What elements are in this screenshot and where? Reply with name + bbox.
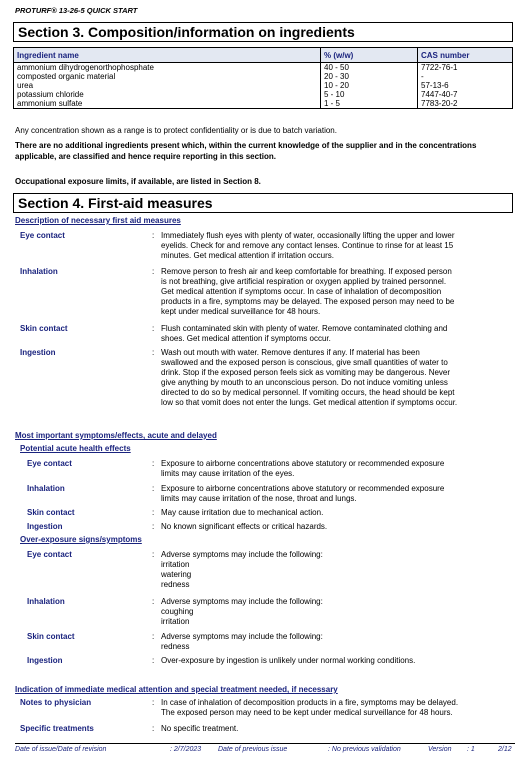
overexposure-text: [161, 550, 517, 590]
cell: 10 - 20: [321, 81, 418, 90]
acute-text: [161, 522, 517, 532]
acute-label: Ingestion: [27, 522, 63, 531]
cell: 5 - 10: [321, 90, 418, 99]
text-line: In case of inhalation of decomposition products in a fire, symptoms may be delayed.: [161, 698, 459, 707]
indication-label: Notes to physician: [20, 698, 92, 707]
first-aid-label: Inhalation: [20, 267, 58, 276]
first-aid-text: [161, 267, 517, 317]
table-row: [14, 72, 513, 81]
table-row: [14, 81, 513, 90]
text-line: low so that vomit does not enter the lungs. Get medical attention if symptoms occur.: [161, 398, 458, 407]
indication-text: [161, 724, 517, 734]
text-line: swallowed and the exposed person is conscious, give small quantities of water to: [161, 358, 448, 367]
text-line: Remove person to fresh air and keep comfortable for breathing. If exposed person: [161, 267, 452, 276]
cell: 1 - 5: [321, 99, 418, 109]
symptoms-heading: Most important symptoms/effects, acute and delayed: [15, 431, 217, 440]
colon-separator: :: [152, 348, 155, 357]
confidentiality-note: Any concentration shown as a range is to protect confidentiality or is due to batch variation.: [15, 126, 337, 135]
acute-text: [161, 484, 517, 504]
colon-separator: :: [152, 484, 155, 493]
acute-text: [161, 508, 517, 518]
version-label: Version: [428, 746, 452, 753]
ingredients-table: [13, 47, 513, 109]
first-aid-heading: Description of necessary first aid measures: [15, 216, 181, 225]
text-line: minutes. Get medical attention if irritation occurs.: [161, 251, 334, 260]
acute-text: [161, 459, 517, 479]
text-line: The exposed person may need to be kept under medical surveillance for 48 hours.: [161, 708, 453, 717]
table-row: [14, 63, 513, 73]
acute-effects-heading: Potential acute health effects: [20, 444, 131, 453]
text-line: watering: [161, 570, 192, 579]
acute-label: Eye contact: [27, 459, 72, 468]
indication-label: Specific treatments: [20, 724, 94, 733]
col-cas: CAS number: [418, 48, 513, 63]
section3-title: Section 3. Composition/information on ingredients: [13, 22, 513, 42]
cell: 40 - 50: [321, 63, 418, 73]
cell: -: [418, 72, 513, 81]
text-line: is not breathing, give artificial respiration or oxygen applied by trained personnel.: [161, 277, 447, 286]
text-line: directed to do so by medical personnel. If vomiting occurs, the head should be kept: [161, 388, 455, 397]
text-line: Get medical attention if symptoms occur. In case of inhalation of decomposition: [161, 287, 442, 296]
previous-issue-label: Date of previous issue: [218, 746, 288, 753]
cell: 7722-76-1: [418, 63, 513, 73]
first-aid-text: [161, 324, 517, 344]
first-aid-label: Ingestion: [20, 348, 56, 357]
first-aid-text: [161, 231, 517, 261]
exposure-limits-note: Occupational exposure limits, if available, are listed in Section 8.: [15, 177, 261, 186]
colon-separator: :: [152, 522, 155, 531]
colon-separator: :: [152, 550, 155, 559]
overexposure-label: Eye contact: [27, 550, 72, 559]
previous-issue-value: : No previous validation: [328, 746, 401, 753]
text-line: Adverse symptoms may include the following:: [161, 597, 323, 606]
colon-separator: :: [152, 459, 155, 468]
cell: 57-13-6: [418, 81, 513, 90]
text-line: Wash out mouth with water. Remove dentures if any. If material has been: [161, 348, 420, 357]
first-aid-label: Eye contact: [20, 231, 65, 240]
overexposure-text: [161, 656, 517, 666]
colon-separator: :: [152, 231, 155, 240]
text-line: No known significant effects or critical hazards.: [161, 522, 328, 531]
text-line: redness: [161, 580, 190, 589]
text-line: Adverse symptoms may include the following:: [161, 550, 323, 559]
colon-separator: :: [152, 656, 155, 665]
text-line: irritation: [161, 560, 190, 569]
text-line: drink. Stop if the exposed person feels sick as vomiting may be dangerous. Never: [161, 368, 451, 377]
indication-heading: Indication of immediate medical attention and special treatment needed, if necessary: [15, 685, 338, 694]
text-line: products in a fire, symptoms may be delayed. The exposed person may need to be: [161, 297, 455, 306]
text-line: eyelids. Check for and remove any contact lenses. Continue to rinse for at least 15: [161, 241, 454, 250]
overexposure-label: Ingestion: [27, 656, 63, 665]
additional-ingredients-note: There are no additional ingredients present which, within the current knowledge of the supplier and in the concentrations applicable, are classified and hence require reporting in this section.: [15, 141, 477, 161]
text-line: kept under medical surveillance for 48 hours.: [161, 307, 321, 316]
text-line: redness: [161, 642, 190, 651]
issue-date-label: Date of issue/Date of revision: [15, 746, 107, 753]
text-line: May cause irritation due to mechanical action.: [161, 508, 324, 517]
colon-separator: :: [152, 267, 155, 276]
text-line: limits may cause irritation of the eyes.: [161, 469, 295, 478]
cell: 20 - 30: [321, 72, 418, 81]
colon-separator: :: [152, 698, 155, 707]
cell: ammonium sulfate: [14, 99, 321, 109]
first-aid-text: [161, 348, 517, 408]
overexposure-heading: Over-exposure signs/symptoms: [20, 535, 142, 544]
table-row: [14, 99, 513, 109]
text-line: Exposure to airborne concentrations above statutory or recommended exposure: [161, 484, 445, 493]
text-line: coughing: [161, 607, 194, 616]
overexposure-text: [161, 597, 517, 627]
overexposure-label: Skin contact: [27, 632, 75, 641]
overexposure-label: Inhalation: [27, 597, 65, 606]
col-percent: % (w/w): [321, 48, 418, 63]
text-line: Immediately flush eyes with plenty of water, occasionally lifting the upper and lower: [161, 231, 455, 240]
cell: urea: [14, 81, 321, 90]
table-row: [14, 90, 513, 99]
cell: potassium chloride: [14, 90, 321, 99]
section4-title: Section 4. First-aid measures: [13, 193, 513, 213]
version-value: : 1: [467, 746, 475, 753]
col-ingredient-name: Ingredient name: [14, 48, 321, 63]
text-line: limits may cause irritation of the nose, throat and lungs.: [161, 494, 357, 503]
text-line: give anything by mouth to an unconscious person. Do not induce vomiting unless: [161, 378, 448, 387]
cell: 7447-40-7: [418, 90, 513, 99]
acute-label: Inhalation: [27, 484, 65, 493]
overexposure-text: [161, 632, 517, 652]
document-header: PROTURF® 13-26-5 QUICK START: [15, 6, 138, 15]
page-number: 2/12: [498, 746, 512, 753]
acute-label: Skin contact: [27, 508, 75, 517]
text-line: Over-exposure by ingestion is unlikely under normal working conditions.: [161, 656, 416, 665]
colon-separator: :: [152, 597, 155, 606]
text-line: Adverse symptoms may include the following:: [161, 632, 323, 641]
text-line: Exposure to airborne concentrations above statutory or recommended exposure: [161, 459, 445, 468]
page-footer: [15, 743, 515, 753]
cell: composted organic material: [14, 72, 321, 81]
text-line: No specific treatment.: [161, 724, 239, 733]
text-line: irritation: [161, 617, 190, 626]
issue-date-value: : 2/7/2023: [170, 746, 202, 753]
text-line: shoes. Get medical attention if symptoms occur.: [161, 334, 331, 343]
colon-separator: :: [152, 724, 155, 733]
colon-separator: :: [152, 632, 155, 641]
cell: ammonium dihydrogenorthophosphate: [14, 63, 321, 73]
colon-separator: :: [152, 508, 155, 517]
first-aid-label: Skin contact: [20, 324, 68, 333]
text-line: Flush contaminated skin with plenty of water. Remove contaminated clothing and: [161, 324, 448, 333]
indication-text: [161, 698, 517, 718]
colon-separator: :: [152, 324, 155, 333]
cell: 7783-20-2: [418, 99, 513, 109]
